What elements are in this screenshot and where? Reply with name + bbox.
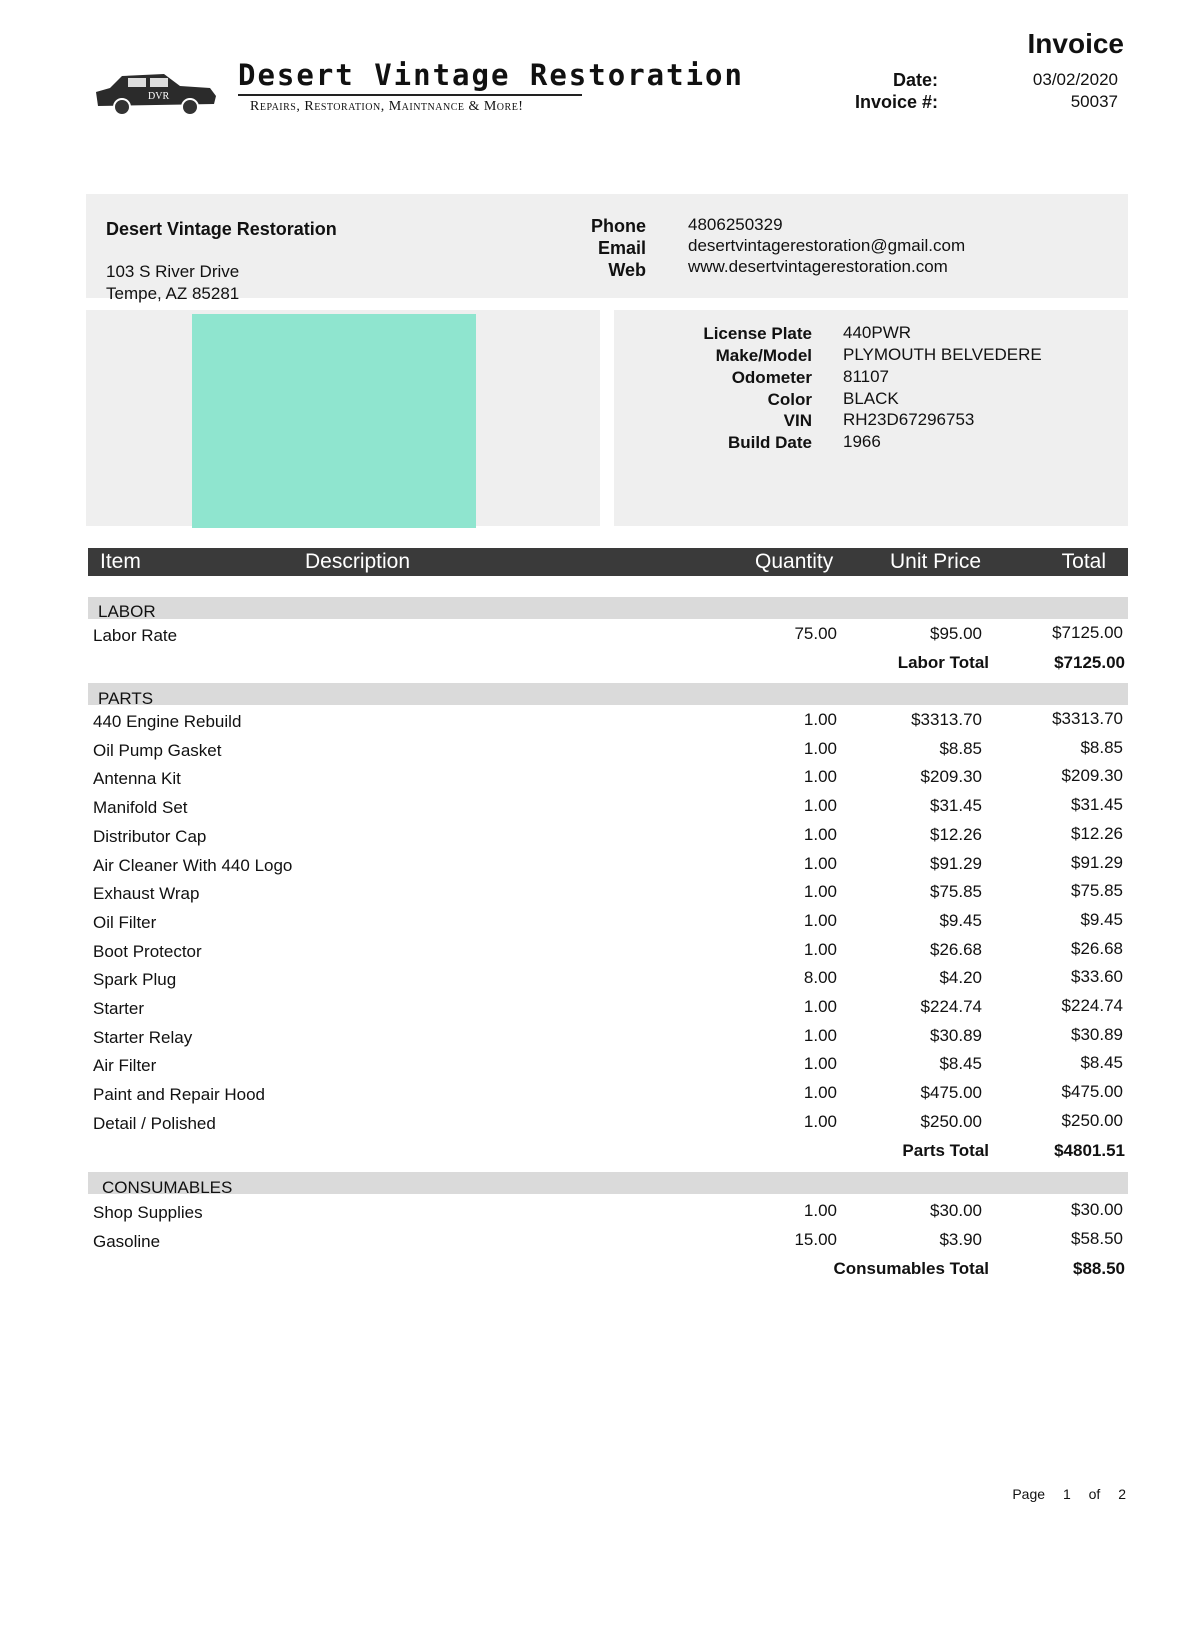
- line-item-total: $209.30: [1061, 766, 1123, 786]
- line-item-total: $33.60: [1071, 967, 1123, 987]
- line-item-row: [0, 940, 1200, 968]
- line-item-name: Air Cleaner With 440 Logo: [93, 855, 293, 875]
- line-item-name: Paint and Repair Hood: [93, 1085, 266, 1105]
- web-label: Web: [608, 260, 646, 280]
- line-item-row: [0, 1083, 1200, 1111]
- consumables-section-title: CONSUMABLES: [102, 1178, 233, 1197]
- line-items-header: [88, 548, 1128, 576]
- phone-label: Phone: [590, 216, 646, 236]
- invoice-number-label: Invoice #:: [854, 92, 938, 112]
- line-item-unit-price: $250.00: [920, 1111, 982, 1131]
- line-item-quantity: 15.00: [794, 1229, 837, 1249]
- line-item-name: Oil Filter: [93, 912, 157, 932]
- line-item-name: 440 Engine Rebuild: [93, 712, 242, 731]
- line-item-unit-price: $8.45: [939, 1054, 982, 1074]
- line-item-name: Shop Supplies: [93, 1203, 203, 1222]
- line-item-total: $8.45: [1080, 1053, 1123, 1073]
- invoice-date: 03/02/2020: [1032, 70, 1118, 89]
- line-item-quantity: 1.00: [803, 853, 837, 873]
- total-column-header: Total: [1061, 550, 1106, 573]
- web-value: www.desertvintagerestoration.com: [688, 257, 948, 276]
- line-item-row: [0, 854, 1200, 882]
- line-item-quantity: 1.00: [803, 1054, 837, 1074]
- line-item-total: $224.74: [1061, 996, 1123, 1015]
- line-item-total: $75.85: [1071, 881, 1123, 901]
- vin-label: VIN: [783, 411, 812, 430]
- company-address-line1: 103 S River Drive: [106, 262, 240, 281]
- line-item-unit-price: $3313.70: [911, 710, 982, 729]
- line-item-name: Starter: [93, 999, 145, 1018]
- line-item-total: $3313.70: [1052, 709, 1123, 728]
- line-item-row: [0, 710, 1200, 738]
- parts-section-title: PARTS: [98, 689, 154, 708]
- line-item-row: [0, 1026, 1200, 1054]
- line-item-unit-price: $3.90: [939, 1229, 982, 1249]
- labor-section-band: [88, 597, 1128, 619]
- description-column-header: Description: [305, 550, 411, 573]
- line-item-total: $31.45: [1071, 795, 1123, 815]
- line-item-row: [0, 1230, 1200, 1258]
- labor-total-value: $7125.00: [1054, 653, 1125, 672]
- unit-price-column-header: Unit Price: [890, 550, 982, 573]
- line-item-row: [0, 882, 1200, 910]
- line-item-total: $30.89: [1071, 1024, 1123, 1044]
- phone-value: 4806250329: [688, 215, 783, 234]
- line-item-total: $12.26: [1071, 823, 1123, 843]
- line-item-total: $30.00: [1071, 1200, 1123, 1219]
- line-item-quantity: 1.00: [803, 710, 837, 729]
- line-item-name: Manifold Set: [93, 798, 188, 818]
- color-label: Color: [767, 390, 812, 409]
- consumables-total-value: $88.50: [1073, 1259, 1125, 1278]
- line-item-quantity: 1.00: [803, 882, 837, 902]
- line-item-total: $26.68: [1071, 938, 1123, 958]
- make-model-label: Make/Model: [715, 346, 812, 365]
- line-item-quantity: 1.00: [803, 1083, 837, 1103]
- line-item-unit-price: $91.29: [930, 853, 982, 873]
- odometer-label: Odometer: [731, 368, 812, 387]
- line-item-row: [0, 968, 1200, 996]
- line-item-unit-price: $8.85: [939, 738, 982, 758]
- logo-monogram: DVR: [148, 91, 170, 102]
- line-item-quantity: 1.00: [803, 1111, 837, 1131]
- line-item-name: Spark Plug: [93, 970, 177, 990]
- line-item-total: $7125.00: [1052, 623, 1123, 642]
- invoice-title: Invoice: [1027, 28, 1124, 59]
- line-item-row: [0, 1201, 1200, 1229]
- line-item-quantity: 1.00: [803, 939, 837, 959]
- line-item-name: Oil Pump Gasket: [93, 740, 222, 760]
- line-item-quantity: 1.00: [803, 796, 837, 816]
- line-item-total: $8.85: [1080, 737, 1123, 757]
- line-item-unit-price: $475.00: [920, 1083, 982, 1103]
- line-item-unit-price: $75.85: [930, 882, 982, 902]
- redacted-customer-block: [192, 314, 476, 528]
- line-item-row: [0, 796, 1200, 824]
- line-item-unit-price: $209.30: [920, 767, 982, 787]
- line-item-name: Detail / Polished: [93, 1113, 216, 1133]
- line-item-row: [0, 739, 1200, 767]
- brand-divider: [238, 94, 582, 96]
- line-item-unit-price: $30.89: [930, 1025, 982, 1045]
- line-item-row: [0, 911, 1200, 939]
- line-item-total: $58.50: [1071, 1228, 1123, 1248]
- line-item-unit-price: $4.20: [939, 968, 982, 988]
- line-item-total: $91.29: [1071, 852, 1123, 872]
- line-item-name: Labor Rate: [93, 626, 178, 645]
- license-plate-label: License Plate: [703, 324, 812, 343]
- line-item-name: Exhaust Wrap: [93, 884, 200, 904]
- email-value: desertvintagerestoration@gmail.com: [688, 236, 966, 255]
- line-item-row: [0, 1112, 1200, 1140]
- make-model-value: PLYMOUTH BELVEDERE: [843, 345, 1042, 364]
- odometer-value: 81107: [843, 367, 890, 386]
- line-item-name: Antenna Kit: [93, 769, 181, 789]
- consumables-section-band: [88, 1172, 1128, 1194]
- build-date-value: 1966: [843, 432, 881, 451]
- line-item-unit-price: $30.00: [930, 1201, 982, 1220]
- vin-value: RH23D67296753: [843, 410, 975, 429]
- line-item-quantity: 75.00: [794, 624, 837, 643]
- line-item-quantity: 1.00: [803, 824, 837, 844]
- license-plate-value: 440PWR: [843, 323, 912, 342]
- line-item-total: $9.45: [1080, 909, 1123, 929]
- company-name: Desert Vintage Restoration: [106, 219, 337, 239]
- line-item-unit-price: $12.26: [930, 824, 982, 844]
- brand-name: Desert Vintage Restoration: [238, 58, 744, 92]
- date-label: Date:: [892, 70, 938, 90]
- line-item-name: Air Filter: [93, 1056, 157, 1076]
- email-label: Email: [597, 238, 646, 258]
- labor-section-title: LABOR: [98, 602, 156, 621]
- line-item-name: Distributor Cap: [93, 826, 207, 846]
- line-item-name: Gasoline: [93, 1231, 161, 1251]
- parts-total-label: Parts Total: [902, 1141, 989, 1160]
- line-item-name: Boot Protector: [93, 941, 202, 961]
- invoice-number: 50037: [1070, 92, 1118, 111]
- company-address-line2: Tempe, AZ 85281: [106, 284, 240, 303]
- brand-tagline: Repairs, Restoration, Maintnance & More!: [250, 99, 524, 114]
- line-item-row: [0, 997, 1200, 1025]
- page-indicator: [1012, 1486, 1126, 1502]
- quantity-column-header: Quantity: [755, 550, 834, 573]
- line-item-quantity: 1.00: [803, 767, 837, 787]
- line-item-unit-price: $31.45: [930, 796, 982, 816]
- line-item-row: [0, 624, 1200, 652]
- line-item-row: [0, 767, 1200, 795]
- line-item-quantity: 1.00: [803, 910, 837, 930]
- consumables-total-label: Consumables Total: [833, 1259, 989, 1278]
- parts-total-value: $4801.51: [1054, 1141, 1125, 1160]
- page-number: 1: [1062, 1486, 1071, 1502]
- page-count: 2: [1118, 1486, 1126, 1502]
- line-item-quantity: 8.00: [803, 968, 837, 988]
- line-item-quantity: 1.00: [803, 1025, 837, 1045]
- line-item-quantity: 1.00: [803, 1201, 837, 1220]
- line-item-total: $475.00: [1061, 1082, 1123, 1102]
- item-column-header: Item: [100, 550, 141, 573]
- line-item-unit-price: $26.68: [930, 939, 982, 959]
- line-item-unit-price: $95.00: [930, 624, 982, 643]
- line-item-row: [0, 825, 1200, 853]
- color-value: BLACK: [843, 389, 899, 408]
- labor-total-label: Labor Total: [897, 653, 989, 672]
- build-date-label: Build Date: [727, 433, 812, 452]
- line-item-unit-price: $9.45: [939, 910, 982, 930]
- parts-section-band: [88, 683, 1128, 705]
- vintage-car-logo: [92, 62, 220, 120]
- line-item-row: [0, 1054, 1200, 1082]
- line-item-quantity: 1.00: [803, 738, 837, 758]
- page-of-label: of: [1088, 1486, 1101, 1502]
- line-item-unit-price: $224.74: [920, 997, 982, 1016]
- line-item-name: Starter Relay: [93, 1027, 193, 1047]
- page-label: Page: [1012, 1486, 1046, 1502]
- line-item-quantity: 1.00: [803, 997, 837, 1016]
- line-item-total: $250.00: [1061, 1110, 1123, 1130]
